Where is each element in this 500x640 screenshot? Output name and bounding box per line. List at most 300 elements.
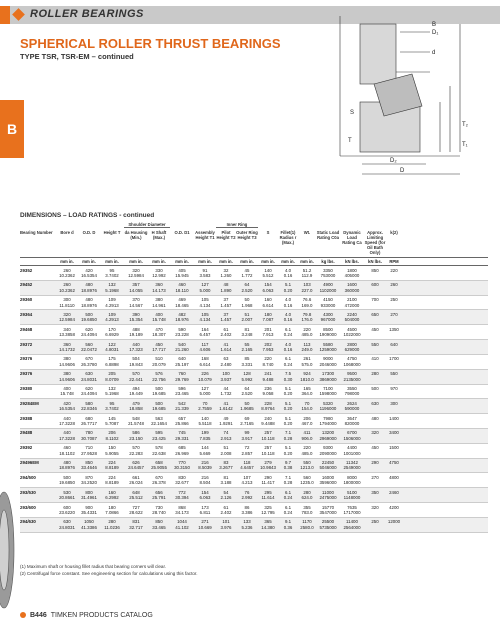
cell-value: 22.638: [152, 450, 166, 456]
cell-value: 175: [108, 356, 116, 362]
cell-value: 1.890: [220, 287, 232, 293]
cell-value: 370: [132, 297, 140, 303]
cell-value: 4.134: [199, 302, 211, 308]
cell-value: 357: [132, 282, 140, 288]
cell-value: 420: [63, 400, 71, 406]
table-cell: [100, 282, 124, 293]
table-cell: [258, 490, 278, 501]
cell-value: 4.134: [199, 317, 211, 323]
col-outer-ring: Outer Ring Height T3: [236, 230, 258, 240]
cell-value: 488: [132, 326, 140, 332]
cell-value: 241: [264, 371, 272, 377]
table-cell: [278, 416, 298, 427]
cell-value: 6.063: [262, 287, 274, 293]
cell-value: 18.110: [175, 287, 189, 293]
cell-value: 575.0: [301, 361, 313, 367]
table-cell: [148, 505, 170, 516]
table-cell: [56, 371, 78, 382]
cell-value: 1.614: [220, 346, 232, 352]
cell-value: 41: [223, 400, 229, 406]
cell-value: 6.1: [284, 504, 292, 510]
cell-value: 629000: [344, 346, 360, 352]
table-cell: [278, 371, 298, 382]
table-cell: [216, 342, 236, 353]
cell-value: 23.6220: [59, 509, 75, 515]
cell-value: 3.248: [241, 332, 253, 338]
table-cell: [194, 490, 216, 501]
table-cell: [364, 490, 386, 501]
cell-value: 14.380: [261, 524, 275, 530]
cell-value: 1800000: [343, 480, 361, 486]
table-cell: [148, 445, 170, 456]
cell-value: 261: [303, 356, 311, 362]
cell-value: 109: [108, 297, 116, 303]
cell-value: 450: [371, 326, 379, 332]
cell-value: 670: [155, 474, 163, 480]
label-D2: D₂: [390, 158, 397, 164]
cell-value: 4.0: [284, 297, 292, 303]
table-cell: [386, 445, 402, 456]
bearing-number: 293/530: [20, 489, 36, 495]
cell-value: 279: [264, 460, 272, 466]
cell-value: 20.8661: [59, 495, 75, 501]
cell-value: 1.968: [241, 302, 253, 308]
cell-value: 320: [63, 311, 71, 317]
table-cell: [78, 327, 100, 338]
table-cell: [56, 282, 78, 293]
cell-value: 400: [63, 386, 71, 391]
cell-value: 81: [244, 326, 250, 332]
cell-value: 12.5984: [128, 272, 144, 278]
table-cell: [316, 312, 340, 323]
cell-value: 1050: [84, 519, 94, 525]
cell-value: 485.0: [301, 450, 313, 456]
cell-value: 25.197: [175, 361, 189, 367]
cell-value: 850: [85, 460, 93, 466]
table-cell: [124, 386, 148, 397]
table-cell: [124, 327, 148, 338]
cell-value: 169.0: [301, 302, 313, 308]
table-cell: [258, 268, 278, 279]
cell-value: 19.449: [129, 391, 143, 397]
cell-value: 260: [390, 282, 398, 288]
cell-value: 7100: [323, 386, 333, 391]
table-cell: [278, 430, 298, 441]
unit: mm in.: [129, 259, 143, 264]
table-cell: [78, 312, 100, 323]
cell-value: 550: [371, 341, 379, 347]
table-cell: [56, 490, 78, 501]
cell-value: 0.28: [283, 480, 293, 486]
cell-value: 1.9685: [240, 406, 254, 412]
cell-value: 727: [132, 504, 140, 510]
table-cell: [194, 401, 216, 412]
cell-value: 2.165: [241, 346, 253, 352]
table-cell: [148, 371, 170, 382]
cell-value: 26.969: [175, 450, 189, 456]
cell-value: 485.0: [301, 332, 313, 338]
table-cell: [56, 460, 78, 471]
cell-value: 745: [178, 430, 186, 436]
cell-value: 25.866: [175, 421, 189, 427]
cell-value: 95: [109, 267, 115, 273]
cell-value: 18.8976: [59, 465, 75, 471]
cell-value: 7.913: [262, 332, 274, 338]
cell-value: 8.740: [262, 361, 274, 367]
cell-value: 9300: [323, 445, 333, 451]
cell-value: 1909000: [319, 332, 337, 338]
bearing-number: 29352: [20, 267, 33, 273]
table-cell: [194, 505, 216, 516]
table-cell: [56, 505, 78, 516]
unit: mm in.: [240, 259, 254, 264]
cell-value: 81: [223, 474, 229, 480]
cell-value: 31.4961: [81, 495, 97, 501]
table-cell: [236, 297, 258, 308]
cell-value: 5.9055: [105, 450, 119, 456]
cell-value: 2.126: [220, 495, 232, 501]
cell-value: 4.0: [284, 311, 292, 317]
page-footer: [20, 612, 153, 619]
cell-value: 103: [303, 282, 311, 288]
cell-value: 550: [303, 460, 311, 466]
cell-value: 11.417: [261, 480, 275, 486]
cell-value: 83: [223, 460, 229, 466]
table-cell: [316, 386, 340, 397]
cell-value: 380: [63, 371, 71, 377]
cell-value: 180: [264, 311, 272, 317]
table-cell: [170, 282, 194, 293]
catalog-name: TIMKEN PRODUCTS CATALOG: [50, 612, 153, 619]
cell-value: 17.323: [129, 346, 143, 352]
cell-value: 2.7165: [240, 421, 254, 427]
bearing-number: 294/630: [20, 519, 36, 525]
cell-value: 15.945: [175, 272, 189, 278]
section-tab: B: [0, 100, 24, 158]
label-T: T: [348, 138, 352, 144]
cell-value: 1022000: [343, 332, 361, 338]
col-static: Static Load Rating C0a: [316, 230, 340, 240]
cell-value: 17300: [321, 371, 335, 377]
cell-value: 50: [244, 400, 250, 406]
cell-value: 5.000: [199, 391, 211, 397]
table-cell: [100, 519, 124, 530]
cell-value: 1.457: [220, 317, 232, 323]
cell-value: 6.8898: [105, 361, 119, 367]
table-cell: [124, 490, 148, 501]
cell-value: 280: [108, 519, 116, 525]
unit: mm in.: [281, 259, 295, 264]
cell-value: 4.8031: [105, 346, 119, 352]
table-cell: [298, 356, 316, 367]
cell-value: 33.465: [152, 524, 166, 530]
cell-value: 70: [304, 400, 310, 406]
cell-value: 470: [155, 326, 163, 332]
cell-value: 74: [223, 430, 229, 436]
cell-value: 300: [63, 297, 71, 303]
table-row: [20, 370, 488, 385]
cell-value: 3.2677: [219, 465, 233, 471]
cell-value: 30.3150: [174, 465, 190, 471]
cell-value: 100: [222, 371, 230, 377]
table-cell: [170, 416, 194, 427]
table-cell: [340, 297, 364, 308]
cell-value: 469: [178, 297, 186, 303]
table-cell: [386, 386, 402, 397]
table-cell: [124, 505, 148, 516]
cell-value: 2135000: [343, 376, 361, 382]
table-cell: [194, 356, 216, 367]
cell-value: 0.24: [283, 495, 293, 501]
table-cell: [236, 475, 258, 486]
table-cell: [298, 416, 316, 427]
table-cell: [298, 445, 316, 456]
cell-value: 504000: [344, 317, 360, 323]
table-cell: [194, 416, 216, 427]
table-cell: [216, 312, 236, 323]
cell-value: 3.7402: [105, 406, 119, 412]
cell-value: 350: [371, 489, 379, 495]
cell-value: 8.8189: [105, 465, 119, 471]
cell-value: 650: [371, 311, 379, 317]
table-cell: [258, 445, 278, 456]
table-cell: [278, 312, 298, 323]
cell-value: 578: [155, 445, 163, 451]
cell-value: 4300: [323, 311, 333, 317]
table-row: [20, 414, 488, 429]
table-cell: [236, 519, 258, 530]
table-cell: [78, 268, 100, 279]
cell-value: 216: [201, 460, 209, 466]
table-cell: [258, 519, 278, 530]
cell-value: 18.858: [129, 406, 143, 412]
cell-value: 2.402: [220, 332, 232, 338]
cell-value: 2969000: [319, 435, 337, 441]
col-bore: Bore d: [60, 230, 74, 235]
cell-value: 8.9764: [261, 406, 275, 412]
unit: kg lbs.: [321, 259, 335, 264]
cell-value: 540: [178, 341, 186, 347]
unit: mm in.: [152, 259, 166, 264]
cell-value: 168: [201, 356, 209, 362]
cell-value: 590: [178, 326, 186, 332]
cell-value: 730: [155, 504, 163, 510]
table-cell: [100, 490, 124, 501]
table-cell: [56, 297, 78, 308]
label-D: D: [400, 168, 405, 174]
cell-value: 216: [201, 474, 209, 480]
col-wt: Wt.: [303, 230, 311, 235]
header-title: ROLLER BEARINGS: [30, 8, 144, 20]
page-title: SPHERICAL ROLLER THRUST BEARINGS: [20, 36, 281, 51]
table-cell: [170, 342, 194, 353]
cell-value: 4800: [389, 474, 399, 480]
bearing-number: 29388: [20, 415, 33, 421]
table-cell: [124, 356, 148, 367]
cell-value: 199: [201, 430, 209, 436]
cell-value: 7.0866: [105, 509, 119, 515]
cell-value: 290: [264, 474, 272, 480]
cell-value: 19.685: [152, 406, 166, 412]
table-cell: [236, 342, 258, 353]
cell-value: 201: [264, 326, 272, 332]
table-cell: [194, 386, 216, 397]
table-cell: [194, 312, 216, 323]
table-cell: [316, 268, 340, 279]
cell-value: 205: [108, 371, 116, 377]
table-cell: [124, 282, 148, 293]
table-cell: [216, 490, 236, 501]
cell-value: 0.20: [283, 391, 293, 397]
cell-value: 227.0: [301, 287, 313, 293]
cell-value: 117: [201, 341, 209, 347]
cell-value: 17.3228: [59, 435, 75, 441]
cell-value: 28.740: [152, 509, 166, 515]
table-cell: [170, 312, 194, 323]
unit: RPM: [389, 259, 399, 264]
cell-value: 680: [85, 415, 93, 421]
table-cell: [56, 416, 78, 427]
cell-value: 7.835: [199, 435, 211, 441]
table-cell: [340, 371, 364, 382]
cell-value: 1350: [389, 326, 399, 332]
cell-value: 118: [243, 460, 251, 466]
table-cell: [100, 401, 124, 412]
cell-value: 5.1968: [105, 391, 119, 397]
cell-value: 6.1: [284, 489, 292, 495]
table-cell: [170, 327, 194, 338]
cell-value: 900: [85, 504, 93, 510]
cell-value: 2624: [347, 400, 357, 406]
table-cell: [340, 490, 364, 501]
cell-value: 164: [201, 326, 209, 332]
table-cell: [340, 312, 364, 323]
cell-value: 54: [223, 489, 229, 495]
table-cell: [316, 519, 340, 530]
cell-value: 1400: [389, 415, 399, 421]
cell-value: 3869000: [319, 376, 337, 382]
group-inner: Inner Ring: [216, 222, 258, 228]
table-cell: [386, 268, 402, 279]
table-cell: [386, 519, 402, 530]
cell-value: 661: [132, 474, 140, 480]
table-cell: [194, 460, 216, 471]
cell-value: 550: [390, 371, 398, 377]
table-cell: [236, 416, 258, 427]
table-cell: [340, 356, 364, 367]
cell-value: 770: [178, 460, 186, 466]
cell-value: 970: [390, 386, 398, 391]
table-cell: [278, 475, 298, 486]
table-cell: [298, 386, 316, 397]
cell-value: 0.16: [283, 346, 293, 352]
units-row: [20, 257, 488, 266]
cell-value: 924: [303, 371, 311, 377]
cell-value: 5320: [323, 400, 333, 406]
table-cell: [386, 327, 402, 338]
cell-value: 4.2913: [105, 302, 119, 308]
cell-value: 2.402: [220, 509, 232, 515]
cell-value: 5.1: [284, 386, 292, 391]
cell-value: 870: [85, 474, 93, 480]
cell-value: 0.24: [283, 509, 293, 515]
cell-value: 595: [155, 430, 163, 436]
cell-value: 710: [85, 445, 93, 451]
cell-value: 440: [63, 415, 71, 421]
cell-value: 10.2362: [59, 272, 75, 278]
cell-value: 33.4646: [81, 465, 97, 471]
cell-value: 133: [243, 519, 251, 525]
cell-value: 783.0: [301, 509, 313, 515]
table-cell: [340, 268, 364, 279]
cell-value: 640: [390, 341, 398, 347]
unit: [402, 259, 418, 264]
cell-value: 280: [371, 371, 379, 377]
cell-value: 4900: [323, 282, 333, 288]
cell-value: 51.2: [302, 267, 312, 273]
cell-value: 14.567: [129, 302, 143, 308]
cell-value: 440: [63, 430, 71, 436]
cell-value: 850: [155, 519, 163, 525]
cell-value: 2800: [347, 341, 357, 347]
cell-value: 405000: [344, 272, 360, 278]
cell-value: 657: [178, 415, 186, 421]
cell-value: 640: [178, 356, 186, 362]
cell-value: 0.20: [283, 287, 293, 293]
cell-value: 16000: [321, 474, 335, 480]
cell-value: 44: [223, 386, 229, 391]
cell-value: 35.4331: [81, 509, 97, 515]
table-cell: [148, 356, 170, 367]
cell-value: 548: [132, 415, 140, 421]
cell-value: 658: [155, 460, 163, 466]
table-cell: [316, 505, 340, 516]
cell-value: 145: [108, 415, 116, 421]
table-cell: [364, 416, 386, 427]
cell-value: 405: [178, 267, 186, 273]
cell-value: 4.6457: [240, 465, 254, 471]
table-cell: [258, 297, 278, 308]
table-cell: [236, 386, 258, 397]
cell-value: 2.7559: [198, 406, 212, 412]
cell-value: 76.6: [302, 297, 312, 303]
cell-value: 0.36: [283, 524, 293, 530]
table-cell: [100, 268, 124, 279]
cell-value: 20.079: [152, 361, 166, 367]
table-cell: [316, 282, 340, 293]
label-T1: T₁: [462, 142, 468, 148]
table-cell: [124, 519, 148, 530]
cell-value: 10.2362: [59, 287, 75, 293]
cell-value: 91: [202, 267, 208, 273]
bearing-diagram: [300, 6, 480, 186]
cell-value: 1600: [347, 282, 357, 288]
table-cell: [124, 342, 148, 353]
cell-value: 560: [303, 474, 311, 480]
cell-value: 154: [201, 489, 209, 495]
cell-value: 7.1: [284, 474, 292, 480]
cell-value: 576: [155, 371, 163, 377]
cell-value: 170: [108, 326, 116, 332]
col-speed: Approx. Limiting Speed (for Oil Bath Only): [364, 230, 386, 255]
unit: mm in.: [198, 259, 212, 264]
cell-value: 7.953: [262, 346, 274, 352]
table-cell: [170, 490, 194, 501]
cell-value: 1044: [177, 519, 187, 525]
cell-value: 15.748: [60, 391, 74, 397]
bearing-illustration: [0, 485, 20, 615]
cell-value: 700: [371, 297, 379, 303]
